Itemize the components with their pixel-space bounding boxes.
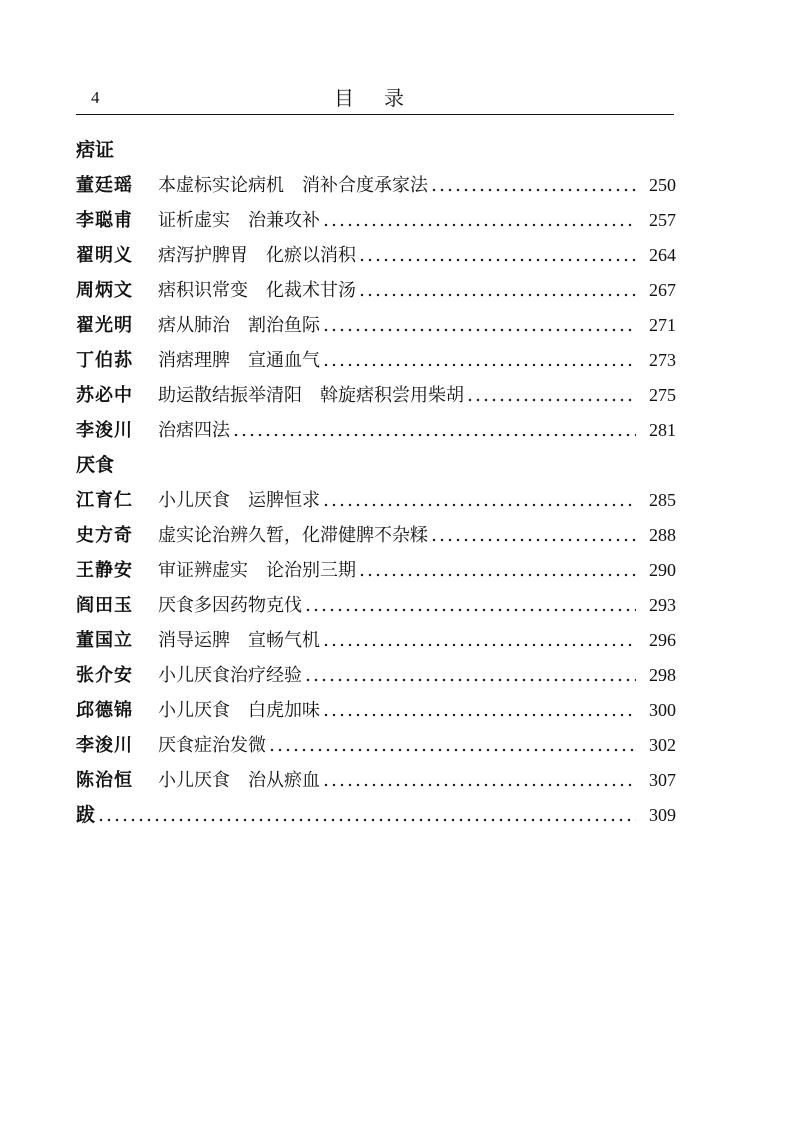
- entry-page: 273: [649, 350, 676, 370]
- entry-page: 300: [649, 700, 676, 720]
- section-heading-yanshi: 厌食: [76, 454, 115, 476]
- toc-entry: [76, 763, 676, 798]
- entry-title: 痞泻护脾胃 化瘀以消积: [158, 245, 356, 266]
- dot-leader: [322, 499, 636, 511]
- entry-author: 董廷瑶: [76, 175, 133, 196]
- entry-author: 阎田玉: [76, 595, 133, 616]
- entry-author: 邱德锦: [76, 700, 133, 721]
- toc-entry: [76, 553, 676, 588]
- entry-page: 288: [649, 525, 676, 545]
- entry-title: 小儿厌食 运脾恒求: [158, 490, 320, 511]
- entry-title: 痞从肺治 割治鱼际: [158, 315, 320, 336]
- toc-entry: [76, 343, 676, 378]
- toc-entry: [76, 518, 676, 553]
- page-number: 4: [91, 88, 100, 107]
- entry-author: 苏必中: [76, 385, 133, 406]
- toc-entry: [76, 623, 676, 658]
- toc-entry: [76, 483, 676, 518]
- dot-leader: [322, 219, 636, 231]
- entry-page: 302: [649, 735, 676, 755]
- entry-title: 审证辨虚实 论治别三期: [158, 560, 356, 581]
- dot-leader: [322, 359, 636, 371]
- dot-leader: [304, 674, 636, 686]
- toc-entry: [76, 273, 676, 308]
- toc-entry: [76, 378, 676, 413]
- dot-leader: [322, 639, 636, 651]
- entry-author: 董国立: [76, 630, 133, 651]
- table-of-contents: [76, 133, 676, 833]
- dot-leader: [430, 534, 636, 546]
- entry-title: 虚实论治辨久暂，化滞健脾不杂糅: [158, 525, 428, 546]
- dot-leader: [322, 779, 636, 791]
- entry-title: 消痞理脾 宣通血气: [158, 350, 320, 371]
- entry-author: 王静安: [76, 560, 133, 581]
- toc-entry-postscript: [76, 798, 676, 833]
- dot-leader: [268, 744, 636, 756]
- entry-title: 本虚标实论病机 消补合度承家法: [158, 175, 428, 196]
- entry-page: 257: [649, 210, 676, 230]
- dot-leader: [358, 569, 636, 581]
- section-heading-pizheng: 痞证: [76, 139, 115, 161]
- postscript-label: 跋: [76, 804, 96, 826]
- entry-page: 275: [649, 385, 676, 405]
- dot-leader: [466, 394, 636, 406]
- dot-leader: [97, 814, 636, 826]
- entry-author: 丁伯荪: [76, 350, 133, 371]
- entry-title: 痞积识常变 化裁术甘汤: [158, 280, 356, 301]
- entry-page: 281: [649, 420, 676, 440]
- toc-entry: [76, 588, 676, 623]
- entry-page: 264: [649, 245, 676, 265]
- entry-author: 李浚川: [76, 420, 133, 441]
- entry-title: 小儿厌食 白虎加味: [158, 700, 320, 721]
- toc-entry: [76, 413, 676, 448]
- entry-page: 271: [649, 315, 676, 335]
- dot-leader: [358, 289, 636, 301]
- entry-author: 史方奇: [76, 525, 133, 546]
- entry-page: 267: [649, 280, 676, 300]
- entry-page: 296: [649, 630, 676, 650]
- entry-author: 张介安: [76, 665, 133, 686]
- entry-page: 307: [649, 770, 676, 790]
- entry-author: 陈治恒: [76, 770, 133, 791]
- toc-entry: [76, 658, 676, 693]
- entry-page: 285: [649, 490, 676, 510]
- entry-title: 厌食多因药物克伐: [158, 595, 302, 616]
- entry-page: 293: [649, 595, 676, 615]
- entry-title: 助运散结振举清阳 斡旋痞积尝用柴胡: [158, 385, 464, 406]
- entry-page: 298: [649, 665, 676, 685]
- page-header: [76, 80, 674, 115]
- entry-title: 小儿厌食 治从瘀血: [158, 770, 320, 791]
- dot-leader: [430, 184, 636, 196]
- page-title: 目录: [334, 86, 434, 110]
- dot-leader: [358, 254, 636, 266]
- entry-title: 消导运脾 宣畅气机: [158, 630, 320, 651]
- toc-entry: [76, 203, 676, 238]
- toc-entry: [76, 168, 676, 203]
- entry-author: 江育仁: [76, 490, 133, 511]
- entry-author: 周炳文: [76, 280, 133, 301]
- entry-author: 李聪甫: [76, 210, 133, 231]
- entry-author: 翟明义: [76, 245, 133, 266]
- entry-title: 厌食症治发微: [158, 735, 266, 756]
- entry-page: 290: [649, 560, 676, 580]
- toc-entry: [76, 693, 676, 728]
- entry-page: 250: [649, 175, 676, 195]
- dot-leader: [304, 604, 636, 616]
- entry-title: 治痞四法: [158, 420, 230, 441]
- dot-leader: [322, 709, 636, 721]
- toc-entry: [76, 238, 676, 273]
- entry-author: 翟光明: [76, 315, 133, 336]
- dot-leader: [232, 429, 636, 441]
- postscript-page: 309: [649, 805, 676, 825]
- dot-leader: [322, 324, 636, 336]
- toc-entry: [76, 728, 676, 763]
- entry-author: 李浚川: [76, 735, 133, 756]
- entry-title: 证析虚实 治兼攻补: [158, 210, 320, 231]
- entry-title: 小儿厌食治疗经验: [158, 665, 302, 686]
- toc-entry: [76, 308, 676, 343]
